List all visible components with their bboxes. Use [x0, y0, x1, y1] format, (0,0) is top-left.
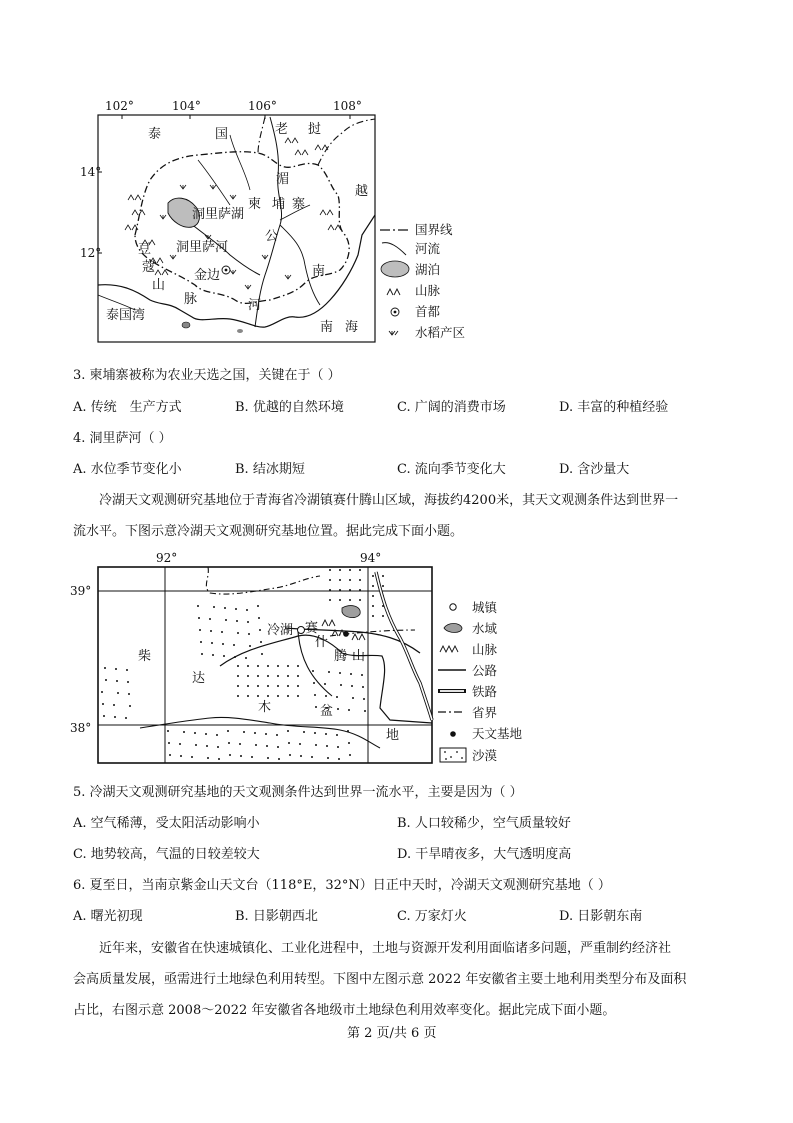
desert-dot — [348, 742, 350, 744]
desert-dot — [257, 695, 259, 697]
desert-dot — [326, 745, 328, 747]
desert-dot — [314, 732, 316, 734]
desert-dot — [200, 641, 202, 643]
desert-dot — [315, 744, 317, 746]
desert-dot — [297, 675, 299, 677]
desert-dot — [198, 617, 200, 619]
desert-dot — [339, 569, 341, 571]
legend-border-label: 国界线 — [415, 222, 453, 237]
desert-dot — [336, 734, 338, 736]
map2-legend — [438, 600, 523, 763]
desert-dot — [372, 605, 374, 607]
desert-dot — [211, 642, 213, 644]
intro3-line3: 占比，右图示意 2008～2022 年安徽省各地级市土地绿色利用效率变化。据此完成下面小题。 — [73, 1003, 616, 1018]
map1-label-lake: 洞里萨湖 — [192, 207, 245, 222]
map1-label-lao: 老 — [275, 122, 289, 137]
map2-label-pen: 盆 — [320, 704, 334, 719]
desert-dot — [311, 756, 313, 758]
desert-dot — [260, 641, 262, 643]
desert-dot — [239, 743, 241, 745]
map1-label-nanhai-nan: 南 — [320, 320, 334, 335]
map2-lon-94: 94° — [360, 551, 382, 565]
desert-dot — [312, 670, 314, 672]
desert-dot — [362, 686, 364, 688]
map2-label-mu: 木 — [258, 700, 272, 715]
map1-label-he: 河 — [248, 298, 262, 313]
desert-dot — [349, 579, 351, 581]
desert-dot — [221, 631, 223, 633]
desert-dot — [210, 630, 212, 632]
map1-label-mai: 脉 — [184, 292, 198, 307]
legend-rice-label: 水稻产区 — [415, 325, 466, 340]
map1-label-tai: 泰 — [148, 127, 162, 142]
lenghu-map — [70, 548, 540, 770]
map1-label-river: 洞里萨河 — [176, 240, 229, 255]
map1-lat-14: 14° — [80, 165, 102, 179]
desert-dot — [227, 730, 229, 732]
desert-dot — [247, 675, 249, 677]
desert-dot — [222, 643, 224, 645]
desert-dot — [115, 668, 117, 670]
desert-dot — [336, 696, 338, 698]
desert-dot — [261, 653, 263, 655]
q3-stem: 3. 柬埔寨被称为农业天选之国，关键在于（ ） — [73, 368, 341, 383]
desert-dot — [229, 754, 231, 756]
desert-dot — [237, 685, 239, 687]
map1-label-guo: 国 — [215, 127, 229, 142]
desert-dot — [237, 675, 239, 677]
map1-label-yue: 越 — [355, 184, 369, 199]
desert-dot — [167, 730, 169, 732]
desert-dot — [303, 731, 305, 733]
map1-label-capital: 金边 — [194, 268, 221, 283]
desert-dot — [259, 629, 261, 631]
desert-dot — [247, 621, 249, 623]
desert-dot — [339, 589, 341, 591]
desert-dot — [267, 675, 269, 677]
desert-dot — [247, 695, 249, 697]
page-footer: 第 2 页/共 6 页 — [347, 1026, 437, 1041]
desert-dot — [329, 599, 331, 601]
desert-dot — [329, 579, 331, 581]
desert-dot — [125, 717, 127, 719]
desert-dot — [363, 698, 365, 700]
map2-label-teng: 腾 — [334, 649, 348, 664]
desert-dot — [277, 746, 279, 748]
q3-option-c: C. 广阔的消费市场 — [397, 400, 506, 415]
desert-dot — [364, 710, 366, 712]
map1-lon-102: 102° — [105, 99, 134, 113]
desert-dot — [266, 745, 268, 747]
desert-dot — [337, 746, 339, 748]
q5-option-a: A. 空气稀薄，受太阳活动影响小 — [73, 816, 260, 831]
desert-dot — [257, 675, 259, 677]
legend-capital-label: 首都 — [415, 304, 441, 319]
desert-dot — [197, 605, 199, 607]
q6-option-a: A. 曙光初现 — [73, 909, 143, 924]
desert-dot — [267, 695, 269, 697]
legend-road-label: 公路 — [472, 663, 498, 678]
map2-label-shi: 什 — [315, 635, 329, 650]
q6-option-d: D. 日影朝东南 — [559, 909, 643, 924]
desert-dot — [277, 675, 279, 677]
desert-dot — [382, 575, 384, 577]
desert-dot — [297, 695, 299, 697]
desert-dot — [195, 744, 197, 746]
map2-lat-38: 38° — [70, 721, 92, 735]
map1-lon-104: 104° — [172, 99, 201, 113]
desert-dot — [245, 657, 247, 659]
legend-mountain2-label: 山脉 — [472, 642, 498, 657]
map1-label-kou: 蔻 — [142, 260, 156, 275]
desert-dot — [287, 685, 289, 687]
map1-label-dou: 豆 — [138, 242, 152, 257]
desert-dot — [103, 715, 105, 717]
legend-water-label: 水域 — [472, 621, 498, 636]
desert-dot — [116, 680, 118, 682]
desert-dot — [194, 732, 196, 734]
q5-option-c: C. 地势较高，气温的日较差较大 — [73, 847, 260, 862]
desert-dot — [249, 645, 251, 647]
desert-dot — [337, 708, 339, 710]
desert-dot — [372, 585, 374, 587]
desert-dot — [243, 731, 245, 733]
desert-dot — [255, 744, 257, 746]
legend-desert-label: 沙漠 — [472, 748, 498, 763]
q6-option-c: C. 万家灯火 — [397, 909, 467, 924]
map1-label-zhai: 寨 — [292, 197, 306, 212]
desert-dot — [359, 599, 361, 601]
desert-dot — [128, 693, 130, 695]
desert-dot — [212, 654, 214, 656]
desert-dot — [183, 731, 185, 733]
map2-label-chai: 柴 — [138, 649, 152, 664]
desert-dot — [277, 665, 279, 667]
desert-dot — [350, 673, 352, 675]
desert-dot — [382, 585, 384, 587]
map2-label-shan: 山 — [352, 649, 366, 664]
q4-option-a: A. 水位季节变化小 — [73, 462, 182, 477]
desert-dot — [191, 756, 193, 758]
desert-dot — [300, 755, 302, 757]
q6-option-b: B. 日影朝西北 — [235, 909, 318, 924]
desert-dot — [297, 685, 299, 687]
desert-dot — [224, 607, 226, 609]
q3-option-b: B. 优越的自然环境 — [235, 400, 344, 415]
desert-dot — [340, 684, 342, 686]
desert-dot — [382, 615, 384, 617]
desert-dot — [233, 644, 235, 646]
cambodia-map — [80, 95, 520, 350]
q5-stem: 5. 冷湖天文观测研究基地的天文观测条件达到世界一流水平，主要是因为（ ） — [73, 785, 523, 800]
map1-lon-108: 108° — [333, 99, 362, 113]
desert-dot — [372, 595, 374, 597]
desert-dot — [288, 742, 290, 744]
desert-dot — [349, 599, 351, 601]
q4-option-d: D. 含沙量大 — [559, 462, 630, 477]
desert-dot — [267, 665, 269, 667]
map2-label-da: 达 — [192, 671, 206, 686]
desert-dot — [287, 695, 289, 697]
q5-option-d: D. 干旱晴夜多，大气透明度高 — [397, 847, 572, 862]
desert-dot — [329, 569, 331, 571]
desert-dot — [213, 606, 215, 608]
desert-dot — [325, 733, 327, 735]
desert-dot — [313, 682, 315, 684]
desert-dots — [101, 569, 384, 760]
desert-dot — [258, 617, 260, 619]
desert-dot — [102, 703, 104, 705]
desert-dot — [287, 675, 289, 677]
desert-dot — [297, 665, 299, 667]
map2-lat-39: 39° — [70, 584, 92, 598]
desert-dot — [359, 589, 361, 591]
desert-dot — [199, 629, 201, 631]
desert-dot — [276, 734, 278, 736]
desert-dot — [104, 667, 106, 669]
desert-dot — [287, 730, 289, 732]
map1-label-jian: 柬 — [248, 197, 262, 212]
q4-option-c: C. 流向季节变化大 — [397, 462, 506, 477]
desert-dot — [348, 709, 350, 711]
desert-dot — [299, 743, 301, 745]
desert-dot — [265, 733, 267, 735]
map1-legend — [380, 222, 465, 340]
desert-dot — [324, 683, 326, 685]
desert-dot — [314, 694, 316, 696]
desert-dot — [277, 685, 279, 687]
desert-dot — [257, 665, 259, 667]
intro3-line1: 近年来，安徽省在快速城镇化、工业化进程中，土地与资源开发利用面临诸多问题，严重制约经济社 — [99, 941, 672, 956]
desert-dot — [105, 679, 107, 681]
desert-dot — [338, 758, 340, 760]
desert-dot — [289, 754, 291, 756]
desert-dot — [254, 732, 256, 734]
desert-dot — [361, 674, 363, 676]
desert-dot — [351, 685, 353, 687]
map1-label-nan: 南 — [312, 264, 326, 279]
desert-dot — [287, 665, 289, 667]
desert-dot — [247, 685, 249, 687]
desert-dot — [129, 705, 131, 707]
map1-label-shan: 山 — [152, 278, 166, 293]
desert-dot — [257, 685, 259, 687]
q4-option-b: B. 结冰期短 — [235, 462, 305, 477]
intro2-line1: 冷湖天文观测研究基地位于青海省冷湖镇赛什腾山区域，海拔约4200米，其天文观测条件达到世界一 — [99, 493, 679, 508]
desert-dot — [349, 754, 351, 756]
desert-dot — [168, 742, 170, 744]
desert-dot — [339, 672, 341, 674]
desert-dot — [349, 589, 351, 591]
desert-dot — [237, 695, 239, 697]
desert-dot — [251, 756, 253, 758]
legend-base-label: 天文基地 — [472, 726, 523, 741]
map1-lat-12: 12° — [80, 246, 102, 260]
desert-dot — [207, 757, 209, 759]
map2-label-di: 地 — [386, 728, 400, 743]
desert-dot — [235, 608, 237, 610]
desert-dot — [216, 734, 218, 736]
desert-dot — [327, 757, 329, 759]
map1-label-mei: 湄 — [276, 172, 290, 187]
desert-dot — [257, 605, 259, 607]
map1-label-nanhai-hai: 海 — [345, 320, 359, 335]
desert-dot — [267, 757, 269, 759]
desert-dot — [372, 575, 374, 577]
legend-border2-label: 省界 — [472, 705, 498, 720]
desert-dot — [325, 695, 327, 697]
desert-dot — [339, 579, 341, 581]
desert-dot — [228, 742, 230, 744]
desert-dot — [205, 733, 207, 735]
intro3-line2: 会高质量发展，亟需进行土地绿色利用转型。下图中左图示意 2022 年安徽省主要土地利用类型分布及面积 — [73, 972, 687, 987]
desert-dot — [359, 579, 361, 581]
desert-dot — [127, 681, 129, 683]
desert-dot — [359, 569, 361, 571]
q3-option-d: D. 丰富的种植经验 — [559, 400, 669, 415]
desert-dot — [206, 745, 208, 747]
desert-dot — [117, 692, 119, 694]
q3-option-a: A. 传统 生产方式 — [73, 400, 182, 415]
desert-dot — [248, 633, 250, 635]
map2-lon-92: 92° — [156, 551, 178, 565]
desert-dot — [180, 755, 182, 757]
desert-dot — [240, 755, 242, 757]
desert-dot — [278, 758, 280, 760]
desert-dot — [237, 632, 239, 634]
legend-railway-label: 铁路 — [472, 684, 498, 699]
legend-river-label: 河流 — [415, 241, 441, 256]
desert-dot — [114, 716, 116, 718]
q4-stem: 4. 洞里萨河（ ） — [73, 431, 172, 446]
desert-dot — [223, 655, 225, 657]
desert-dot — [315, 706, 317, 708]
desert-dot — [349, 569, 351, 571]
legend-lake-label: 湖泊 — [415, 262, 441, 277]
map1-label-gong: 公 — [265, 229, 279, 244]
legend-town-label: 城镇 — [472, 600, 498, 615]
map1-label-gulf: 泰国湾 — [106, 308, 146, 323]
map2-label-town: 冷湖 — [267, 623, 294, 638]
desert-dot — [328, 671, 330, 673]
desert-dot — [218, 758, 220, 760]
desert-dot — [126, 669, 128, 671]
desert-dot — [372, 615, 374, 617]
desert-dot — [329, 589, 331, 591]
desert-dot — [179, 743, 181, 745]
desert-dot — [352, 697, 354, 699]
desert-dot — [225, 619, 227, 621]
desert-dot — [201, 653, 203, 655]
desert-dot — [247, 665, 249, 667]
desert-dot — [209, 618, 211, 620]
intro2-line2: 流水平。下图示意冷湖天文观测研究基地位置。据此完成下面小题。 — [73, 524, 464, 539]
map1-label-pu: 埔 — [272, 197, 286, 212]
desert-dot — [246, 609, 248, 611]
desert-dot — [113, 704, 115, 706]
map1-lon-106: 106° — [248, 99, 277, 113]
desert-dot — [267, 685, 269, 687]
desert-dot — [236, 620, 238, 622]
desert-dot — [217, 746, 219, 748]
map1-label-wo: 挝 — [308, 122, 322, 137]
desert-dot — [169, 754, 171, 756]
desert-dot — [101, 691, 103, 693]
q5-option-b: B. 人口较稀少，空气质量较好 — [397, 816, 571, 831]
map2-label-sai: 赛 — [305, 621, 319, 636]
desert-dot — [339, 599, 341, 601]
desert-dot — [237, 665, 239, 667]
q6-stem: 6. 夏至日，当南京紫金山天文台（118°E，32°N）日正中天时，冷湖天文观测研究基地（ ） — [73, 878, 611, 893]
desert-dot — [277, 695, 279, 697]
legend-mountain-label: 山脉 — [415, 283, 441, 298]
